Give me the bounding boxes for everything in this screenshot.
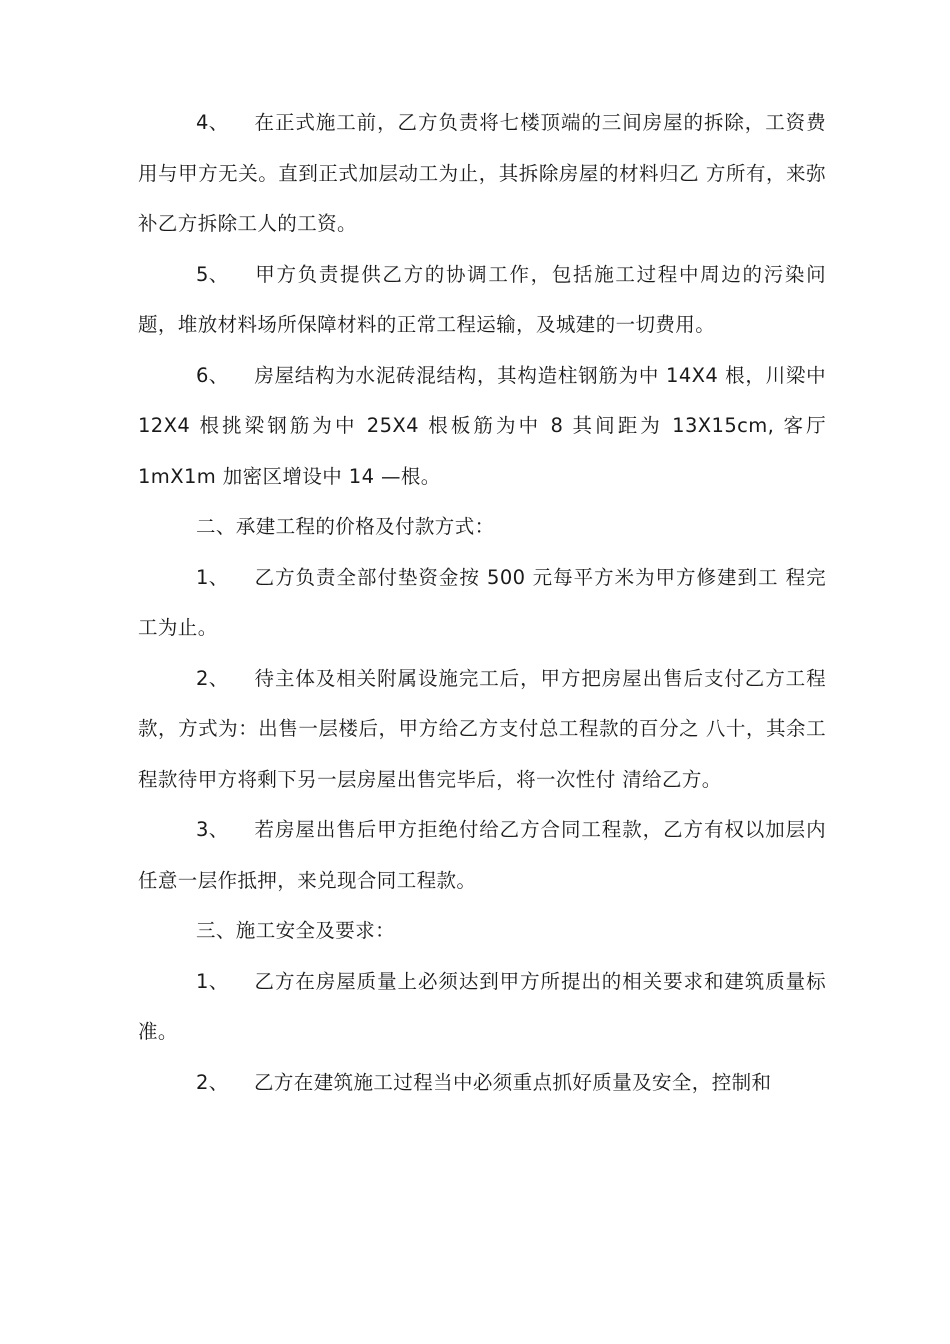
clause-4 bbox=[138, 98, 826, 250]
payment-clause-1 bbox=[138, 553, 826, 654]
section-heading-text: 三、施工安全及要求： bbox=[196, 919, 396, 942]
clause-text: 乙方负责全部付垫资金按 500 元每平方米为甲方修建到工 程完工为止。 bbox=[138, 565, 826, 639]
clause-number: 6、 bbox=[196, 363, 229, 387]
clause-text: 乙方在房屋质量上必须达到甲方所提出的相关要求和建筑质量标准。 bbox=[138, 969, 826, 1043]
clause-text: 乙方在建筑施工过程当中必须重点抓好质量及安全，控制和 bbox=[254, 1070, 772, 1094]
section-heading-safety bbox=[138, 906, 826, 957]
clause-text: 若房屋出售后甲方拒绝付给乙方合同工程款，乙方有权以加层内任意一层作抵押，来兑现合同工程款。 bbox=[138, 818, 826, 892]
clause-number: 3、 bbox=[196, 818, 229, 841]
clause-number: 1、 bbox=[196, 565, 229, 589]
clause-text: 待主体及相关附属设施完工后，甲方把房屋出售后支付乙方工程款，方式为：出售一层楼后，甲方给乙方支付总工程款的百分之 八十，其余工程款待甲方将剩下另一层房屋出售完毕后，将一次性付 清给乙方。 bbox=[138, 666, 826, 791]
section-heading-price-payment bbox=[138, 502, 826, 553]
clause-6 bbox=[138, 351, 826, 503]
payment-clause-2 bbox=[138, 654, 826, 806]
clause-text: 房屋结构为水泥砖混结构，其构造柱钢筋为中 14X4 根，川梁中 12X4 根挑梁钢筋为中 25X4 根板筋为中 8 其间距为 13X15cm, 客厅 1mX1m 加密区增设中 14 —根。 bbox=[138, 363, 826, 488]
payment-clause-3 bbox=[138, 805, 826, 906]
clause-number: 5、 bbox=[196, 262, 229, 286]
clause-number: 2、 bbox=[196, 666, 229, 690]
clause-5 bbox=[138, 250, 826, 351]
clause-number: 1、 bbox=[196, 969, 229, 993]
clause-number: 4、 bbox=[196, 111, 229, 134]
document-body bbox=[138, 98, 826, 1108]
safety-clause-1 bbox=[138, 957, 826, 1058]
clause-text: 甲方负责提供乙方的协调工作，包括施工过程中周边的污染问题，堆放材料场所保障材料的正常工程运输，及城建的一切费用。 bbox=[138, 262, 826, 336]
section-heading-text: 二、承建工程的价格及付款方式： bbox=[196, 515, 495, 538]
clause-text: 在正式施工前，乙方负责将七楼顶端的三间房屋的拆除，工资费用与甲方无关。直到正式加层动工为止，其拆除房屋的材料归乙 方所有，来弥补乙方拆除工人的工资。 bbox=[138, 111, 826, 235]
clause-number: 2、 bbox=[196, 1070, 229, 1094]
safety-clause-2 bbox=[138, 1058, 826, 1109]
